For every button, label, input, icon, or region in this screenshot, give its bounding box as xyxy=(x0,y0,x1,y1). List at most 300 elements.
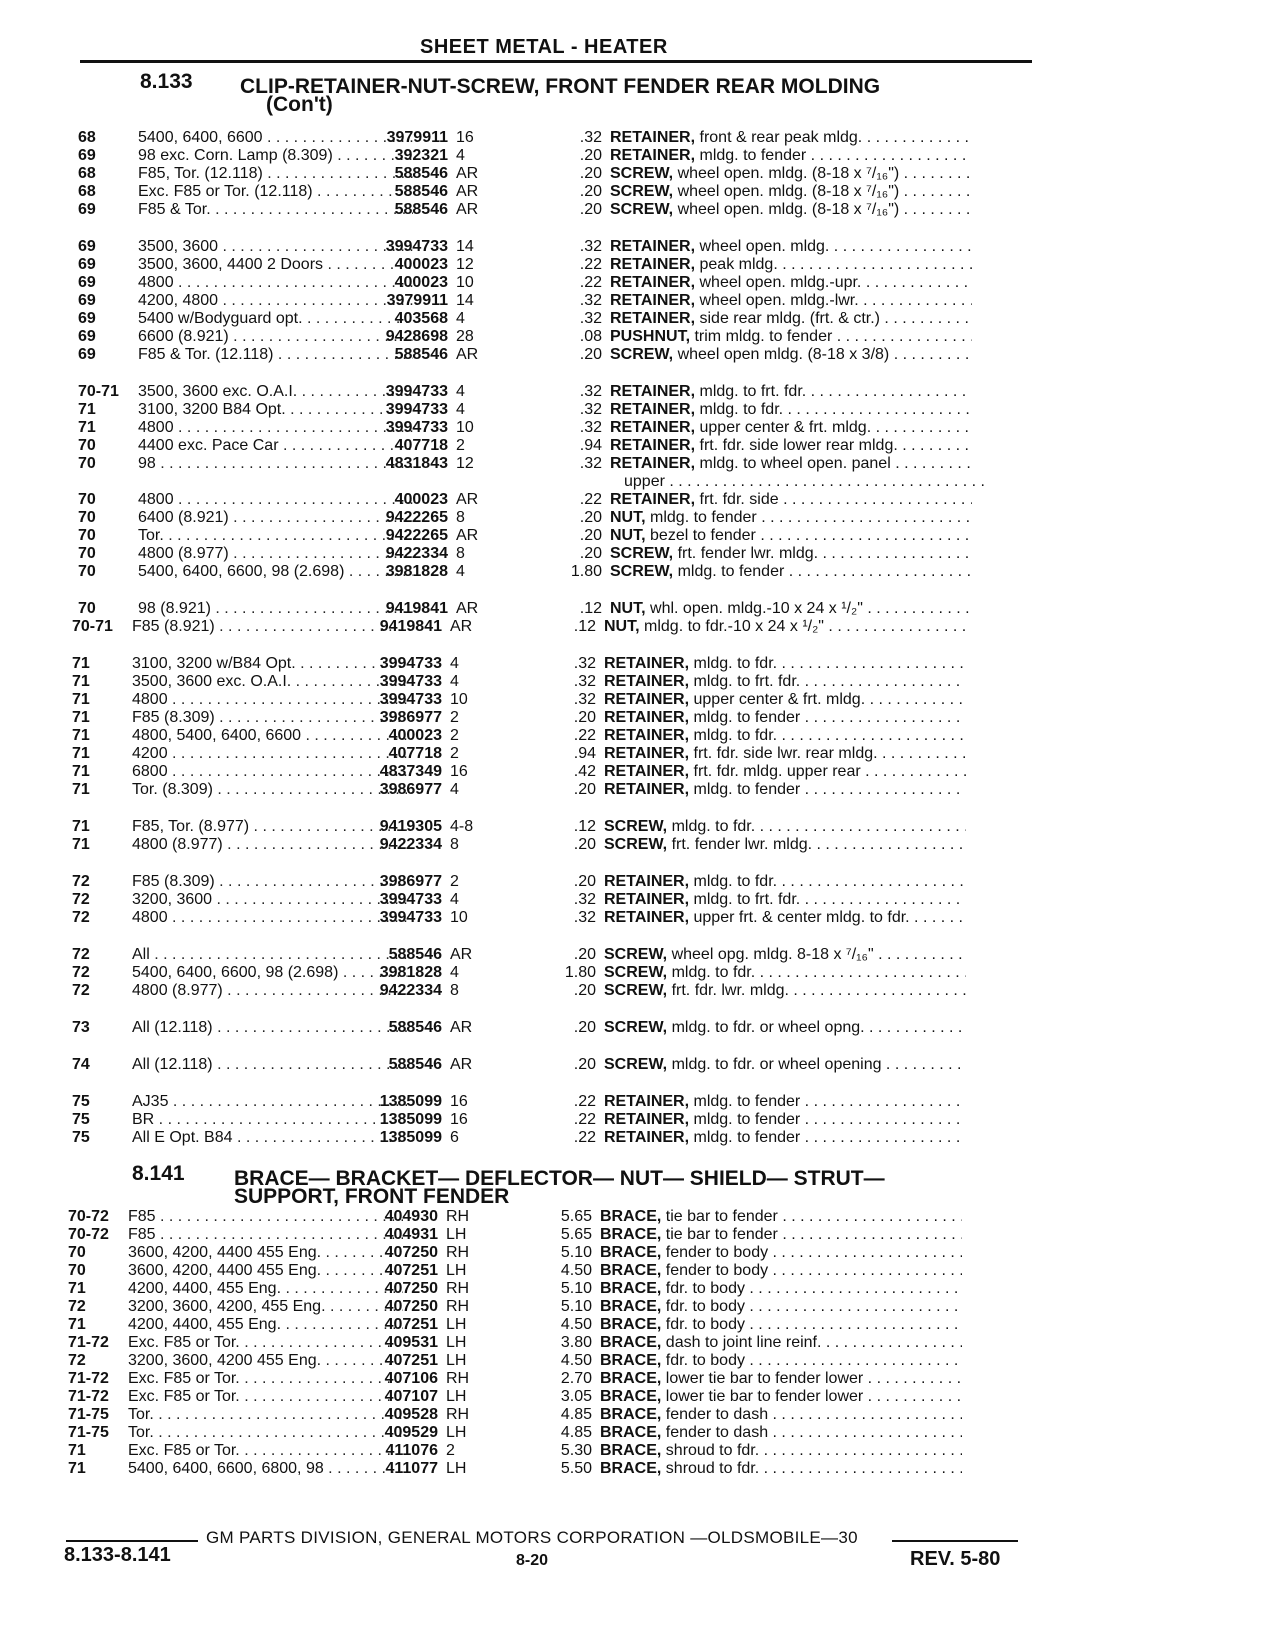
price: .32 xyxy=(573,691,596,708)
price: .22 xyxy=(579,274,602,291)
price: .22 xyxy=(573,1129,596,1146)
price: .20 xyxy=(579,509,602,526)
price: .42 xyxy=(573,763,596,780)
part-name: SCREW, xyxy=(604,1056,668,1073)
part-number: 411077 xyxy=(385,1460,438,1477)
description xyxy=(600,1207,962,1226)
quantity: LH xyxy=(446,1262,467,1279)
price: .20 xyxy=(579,545,602,562)
model-year: 71-75 xyxy=(68,1424,109,1441)
application: F85 (8.921) . . . xyxy=(132,617,407,636)
part-number: 4831843 xyxy=(385,455,448,472)
part-name: RETAINER, xyxy=(604,1111,690,1128)
model-year: 71 xyxy=(68,1316,86,1333)
quantity: RH xyxy=(446,1406,470,1423)
description xyxy=(604,1018,966,1037)
price: .32 xyxy=(579,129,602,146)
part-number: 9422334 xyxy=(385,545,448,562)
part-name: BRACE, xyxy=(600,1370,662,1387)
price: 4.50 xyxy=(560,1316,592,1333)
section-number: 8.133 xyxy=(140,70,193,93)
description xyxy=(600,1423,962,1442)
quantity: AR xyxy=(450,946,473,963)
part-number: 3979911 xyxy=(386,129,448,146)
part-name: RETAINER, xyxy=(610,129,696,146)
part-description: mldg. to fender . . . xyxy=(700,147,973,164)
part-name: RETAINER, xyxy=(604,655,690,672)
description xyxy=(604,890,966,909)
description xyxy=(610,291,972,310)
application: 4800 (8.977) . . . xyxy=(132,981,407,1000)
part-description: mldg. to frt. fdr. . . . xyxy=(700,383,973,400)
part-number: 588546 xyxy=(394,165,448,182)
description xyxy=(604,963,966,982)
description xyxy=(610,599,972,618)
application: F85 & Tor. (12.118) . . . xyxy=(138,345,413,364)
model-year: 71-72 xyxy=(68,1388,109,1405)
description xyxy=(600,1261,962,1280)
description xyxy=(604,908,966,927)
part-number: 409529 xyxy=(384,1424,438,1441)
quantity: LH xyxy=(446,1334,467,1351)
quantity: 16 xyxy=(450,763,468,780)
quantity: 10 xyxy=(450,909,468,926)
part-description: front & rear peak mldg. . . . xyxy=(700,129,973,146)
model-year: 70 xyxy=(68,1244,86,1261)
quantity: RH xyxy=(446,1244,470,1261)
part-number: 407251 xyxy=(384,1352,438,1369)
price: .12 xyxy=(573,618,596,635)
description xyxy=(610,164,972,183)
price: 1.80 xyxy=(564,964,596,981)
part-name: RETAINER, xyxy=(604,691,690,708)
part-number: 3994733 xyxy=(379,891,442,908)
quantity: 4 xyxy=(450,673,459,690)
part-name: NUT, xyxy=(610,600,646,617)
model-year: 70 xyxy=(78,491,96,508)
footer-rule-right xyxy=(892,1540,1018,1542)
quantity: 4 xyxy=(450,655,459,672)
description xyxy=(604,872,966,891)
price: .20 xyxy=(579,183,602,200)
application: 4200, 4400, 455 Eng. . . . xyxy=(128,1315,403,1334)
part-name: RETAINER, xyxy=(610,310,696,327)
part-description: frt. fdr. side . . . xyxy=(700,491,973,508)
application: 4200, 4800 . . . xyxy=(138,291,413,310)
quantity: 8 xyxy=(456,545,465,562)
part-name: BRACE, xyxy=(600,1208,662,1225)
model-year: 71-75 xyxy=(68,1406,109,1423)
description xyxy=(610,544,972,563)
description xyxy=(610,237,972,256)
price: 3.80 xyxy=(560,1334,592,1351)
description xyxy=(604,1055,966,1074)
model-year: 71 xyxy=(68,1280,86,1297)
part-name: RETAINER, xyxy=(610,401,696,418)
application: Exc. F85 or Tor. . . . xyxy=(128,1387,403,1406)
footer-rule-left xyxy=(66,1540,198,1542)
price: 5.10 xyxy=(560,1280,592,1297)
part-description: fender to dash . . . xyxy=(666,1406,962,1423)
part-number: 3994733 xyxy=(385,401,448,418)
quantity: AR xyxy=(456,165,479,182)
price: .94 xyxy=(573,745,596,762)
part-number: 3994733 xyxy=(385,419,448,436)
model-year: 72 xyxy=(72,964,90,981)
part-name: NUT, xyxy=(610,527,646,544)
model-year: 75 xyxy=(72,1093,90,1110)
part-number: 3994733 xyxy=(379,673,442,690)
part-name: SCREW, xyxy=(604,982,668,999)
price: .32 xyxy=(579,383,602,400)
price: 5.30 xyxy=(560,1442,592,1459)
price: .32 xyxy=(573,891,596,908)
part-number: 404930 xyxy=(384,1208,438,1225)
application: 3200, 3600, 4200 455 Eng. . . . xyxy=(128,1351,403,1370)
description xyxy=(600,1315,962,1334)
model-year: 72 xyxy=(72,946,90,963)
description xyxy=(604,945,966,964)
part-name: BRACE, xyxy=(600,1244,662,1261)
part-number: 9422334 xyxy=(379,836,442,853)
model-year: 70 xyxy=(68,1262,86,1279)
part-number: 407250 xyxy=(384,1244,438,1261)
part-description: fdr. to body . . . xyxy=(666,1316,962,1333)
model-year: 74 xyxy=(72,1056,90,1073)
application: Exc. F85 or Tor. . . . xyxy=(128,1333,403,1352)
description xyxy=(600,1333,962,1352)
part-number: 411076 xyxy=(385,1442,438,1459)
part-number: 588546 xyxy=(394,201,448,218)
model-year: 69 xyxy=(78,201,96,218)
part-description: frt. fdr. mldg. upper rear . . . xyxy=(694,763,967,780)
price: .32 xyxy=(579,310,602,327)
application: 5400, 6400, 6600 . . . xyxy=(138,128,413,147)
application: 4800 (8.977) . . . xyxy=(132,835,407,854)
part-description: fender to dash . . . xyxy=(666,1424,962,1441)
part-number: 588546 xyxy=(388,1056,442,1073)
application: All (12.118) . . . xyxy=(132,1055,407,1074)
part-name: SCREW, xyxy=(610,346,674,363)
price: .20 xyxy=(573,873,596,890)
price: 3.05 xyxy=(560,1388,592,1405)
application: All (12.118) . . . xyxy=(132,1018,407,1037)
quantity: 2 xyxy=(450,709,459,726)
description xyxy=(604,617,966,636)
part-description: frt. fender lwr. mldg. . . . xyxy=(672,836,966,853)
model-year: 71 xyxy=(72,673,90,690)
part-number: 1385099 xyxy=(379,1129,442,1146)
part-name: RETAINER, xyxy=(610,274,696,291)
model-year: 70 xyxy=(78,455,96,472)
description xyxy=(604,654,966,673)
description xyxy=(610,255,972,274)
part-number: 407106 xyxy=(384,1370,438,1387)
part-description: mldg. to fender . . . xyxy=(678,563,972,580)
model-year: 70 xyxy=(78,527,96,544)
part-description: frt. fender lwr. mldg. . . . xyxy=(678,545,972,562)
quantity: LH xyxy=(446,1226,467,1243)
part-number: 407250 xyxy=(384,1298,438,1315)
part-name: SCREW, xyxy=(604,964,668,981)
part-number: 3994733 xyxy=(379,655,442,672)
section-title-cont: (Con't) xyxy=(266,93,333,116)
description xyxy=(600,1369,962,1388)
quantity: RH xyxy=(446,1280,470,1297)
application: 3200, 3600, 4200, 455 Eng. . . . xyxy=(128,1297,403,1316)
part-number: 9428698 xyxy=(385,328,448,345)
part-number: 9419841 xyxy=(385,600,448,617)
price: .32 xyxy=(579,401,602,418)
price: .22 xyxy=(579,491,602,508)
part-description: fender to body . . . xyxy=(666,1262,962,1279)
description xyxy=(610,182,972,201)
model-year: 70 xyxy=(78,600,96,617)
part-description: frt. fdr. side lower rear mldg. . . . xyxy=(700,437,973,454)
description xyxy=(604,726,966,745)
part-description: mldg. to fender . . . xyxy=(694,1111,967,1128)
quantity: 2 xyxy=(456,437,465,454)
part-name: BRACE, xyxy=(600,1388,662,1405)
price: .20 xyxy=(573,946,596,963)
model-year: 71 xyxy=(72,691,90,708)
description xyxy=(610,309,972,328)
description xyxy=(604,744,966,763)
price: 5.10 xyxy=(560,1244,592,1261)
quantity: 16 xyxy=(450,1111,468,1128)
part-description: upper . . . xyxy=(624,473,986,490)
part-description: mldg. to fdr. or wheel opng. . . . xyxy=(672,1019,966,1036)
part-name: RETAINER, xyxy=(604,709,690,726)
quantity: 12 xyxy=(456,256,474,273)
quantity: 2 xyxy=(450,745,459,762)
application: 4400 exc. Pace Car . . . xyxy=(138,436,413,455)
model-year: 69 xyxy=(78,274,96,291)
part-description: shroud to fdr. . . . xyxy=(666,1460,962,1477)
application: 5400, 6400, 6600, 98 (2.698) . . . xyxy=(132,963,407,982)
part-number: 9419305 xyxy=(379,818,442,835)
description xyxy=(604,1128,966,1147)
application: 4800 . . . xyxy=(138,418,413,437)
price: .22 xyxy=(573,1093,596,1110)
model-year: 75 xyxy=(72,1129,90,1146)
application: 3600, 4200, 4400 455 Eng. . . . xyxy=(128,1243,403,1262)
part-number: 3981828 xyxy=(379,964,442,981)
part-description: wheel open. mldg.-lwr. . . . xyxy=(700,292,973,309)
model-year: 68 xyxy=(78,183,96,200)
section-title-cont: SUPPORT, FRONT FENDER xyxy=(234,1185,510,1208)
part-description: mldg. to fender . . . xyxy=(650,509,972,526)
quantity: 10 xyxy=(456,274,474,291)
quantity: 4 xyxy=(456,401,465,418)
part-description: mldg. to fdr.-10 x 24 x ¹/₂" . . . xyxy=(644,618,966,635)
model-year: 72 xyxy=(68,1352,86,1369)
price: .20 xyxy=(579,165,602,182)
part-name: SCREW, xyxy=(610,183,674,200)
part-number: 409531 xyxy=(384,1334,438,1351)
part-description: wheel open. mldg. (8-18 x ⁷/₁₆") . . . xyxy=(678,165,972,182)
price: .12 xyxy=(573,818,596,835)
price: 4.50 xyxy=(560,1262,592,1279)
part-description: mldg. to fdr. . . . xyxy=(694,727,967,744)
application: 3500, 3600 . . . xyxy=(138,237,413,256)
application: Tor. . . . xyxy=(138,526,413,545)
price: 5.10 xyxy=(560,1298,592,1315)
part-description: shroud to fdr. . . . xyxy=(666,1442,962,1459)
part-name: RETAINER, xyxy=(610,419,696,436)
part-number: 588546 xyxy=(388,1019,442,1036)
model-year: 69 xyxy=(78,328,96,345)
part-name: RETAINER, xyxy=(610,455,696,472)
quantity: LH xyxy=(446,1460,467,1477)
price: 5.65 xyxy=(560,1226,592,1243)
price: .20 xyxy=(573,1019,596,1036)
quantity: AR xyxy=(456,600,479,617)
part-name: SCREW, xyxy=(604,836,668,853)
description xyxy=(600,1387,962,1406)
quantity: 14 xyxy=(456,238,474,255)
part-description: mldg. to fender . . . xyxy=(694,1093,967,1110)
part-number: 3981828 xyxy=(385,563,448,580)
quantity: LH xyxy=(446,1352,467,1369)
part-description: trim mldg. to fender . . . xyxy=(694,328,972,345)
quantity: 4 xyxy=(456,147,465,164)
model-year: 70 xyxy=(78,437,96,454)
part-name: BRACE, xyxy=(600,1460,662,1477)
model-year: 70-72 xyxy=(68,1208,109,1225)
part-description: mldg. to fdr. . . . xyxy=(672,818,966,835)
section-title: BRACE— BRACKET— DEFLECTOR— NUT— SHIELD— STRUT— xyxy=(234,1167,885,1190)
part-number: 588546 xyxy=(394,183,448,200)
price: .20 xyxy=(579,147,602,164)
part-number: 392321 xyxy=(394,147,448,164)
description xyxy=(610,327,972,346)
part-number: 9422265 xyxy=(385,509,448,526)
description xyxy=(604,1092,966,1111)
application: Exc. F85 or Tor. . . . xyxy=(128,1441,403,1460)
application: Tor. . . . xyxy=(128,1405,403,1424)
part-description: peak mldg. . . . xyxy=(700,256,973,273)
part-number: 9422334 xyxy=(379,982,442,999)
part-name: RETAINER, xyxy=(604,781,690,798)
part-name: SCREW, xyxy=(610,563,674,580)
price: .32 xyxy=(579,419,602,436)
quantity: 10 xyxy=(450,691,468,708)
application: 4200 . . . xyxy=(132,744,407,763)
application: Exc. F85 or Tor. . . . xyxy=(128,1369,403,1388)
part-number: 3994733 xyxy=(379,909,442,926)
application: F85 & Tor. . . . xyxy=(138,200,413,219)
price: 4.50 xyxy=(560,1352,592,1369)
part-name: RETAINER, xyxy=(604,891,690,908)
model-year: 71 xyxy=(78,419,96,436)
quantity: AR xyxy=(450,1019,473,1036)
model-year: 72 xyxy=(72,873,90,890)
model-year: 70 xyxy=(78,509,96,526)
quantity: AR xyxy=(450,618,473,635)
model-year: 72 xyxy=(72,909,90,926)
quantity: RH xyxy=(446,1370,470,1387)
description xyxy=(600,1351,962,1370)
price: 1.80 xyxy=(570,563,602,580)
part-description: wheel open. mldg.-upr. . . . xyxy=(700,274,973,291)
quantity: 16 xyxy=(450,1093,468,1110)
price: .20 xyxy=(579,201,602,218)
part-name: SCREW, xyxy=(604,946,668,963)
model-year: 71 xyxy=(72,727,90,744)
part-number: 9422265 xyxy=(385,527,448,544)
part-description: side rear mldg. (frt. & ctr.) . . . xyxy=(700,310,973,327)
part-name: SCREW, xyxy=(604,818,668,835)
part-number: 407250 xyxy=(384,1280,438,1297)
application: 4800 . . . xyxy=(132,690,407,709)
price: 5.65 xyxy=(560,1208,592,1225)
model-year: 71-72 xyxy=(68,1334,109,1351)
model-year: 70-71 xyxy=(78,383,119,400)
application: F85 . . . xyxy=(128,1225,403,1244)
quantity: 10 xyxy=(456,419,474,436)
application: 3200, 3600 . . . xyxy=(132,890,407,909)
part-number: 3994733 xyxy=(385,383,448,400)
model-year: 71 xyxy=(68,1460,86,1477)
quantity: 8 xyxy=(456,509,465,526)
quantity: 4 xyxy=(456,563,465,580)
description xyxy=(610,562,972,581)
part-name: RETAINER, xyxy=(604,673,690,690)
application: 4800, 5400, 6400, 6600 . . . xyxy=(132,726,407,745)
price: .20 xyxy=(579,346,602,363)
revision: REV. 5-80 xyxy=(910,1548,1001,1570)
part-description: mldg. to fdr. . . . xyxy=(700,401,973,418)
quantity: 4 xyxy=(450,964,459,981)
part-name: BRACE, xyxy=(600,1316,662,1333)
application: 6400 (8.921) . . . xyxy=(138,508,413,527)
part-description: lower tie bar to fender lower . . . xyxy=(666,1370,962,1387)
description xyxy=(610,345,972,364)
price: 4.85 xyxy=(560,1406,592,1423)
application: F85 (8.309) . . . xyxy=(132,872,407,891)
part-description: wheel open. mldg. . . . xyxy=(700,238,973,255)
price: .20 xyxy=(573,781,596,798)
description xyxy=(600,1405,962,1424)
part-description: mldg. to fdr. . . . xyxy=(694,655,967,672)
quantity: LH xyxy=(446,1424,467,1441)
application: 4800 (8.977) . . . xyxy=(138,544,413,563)
part-description: mldg. to fender . . . xyxy=(694,709,967,726)
part-number: 3986977 xyxy=(379,709,442,726)
model-year: 69 xyxy=(78,147,96,164)
part-name: BRACE, xyxy=(600,1226,662,1243)
description xyxy=(604,708,966,727)
application: 5400, 6400, 6600, 98 (2.698) . . . xyxy=(138,562,413,581)
model-year: 68 xyxy=(78,129,96,146)
price: .22 xyxy=(573,1111,596,1128)
application: 4200, 4400, 455 Eng. . . . xyxy=(128,1279,403,1298)
description xyxy=(600,1441,962,1460)
description xyxy=(604,1110,966,1129)
price: .20 xyxy=(573,1056,596,1073)
part-number: 588546 xyxy=(394,346,448,363)
part-description: upper center & frt. mldg. . . . xyxy=(694,691,967,708)
application: AJ35 . . . xyxy=(132,1092,407,1111)
quantity: AR xyxy=(456,346,479,363)
header-rule xyxy=(80,60,1032,63)
quantity: 4 xyxy=(456,383,465,400)
application: All . . . xyxy=(132,945,407,964)
description xyxy=(624,472,986,491)
quantity: RH xyxy=(446,1298,470,1315)
part-name: RETAINER, xyxy=(604,909,690,926)
